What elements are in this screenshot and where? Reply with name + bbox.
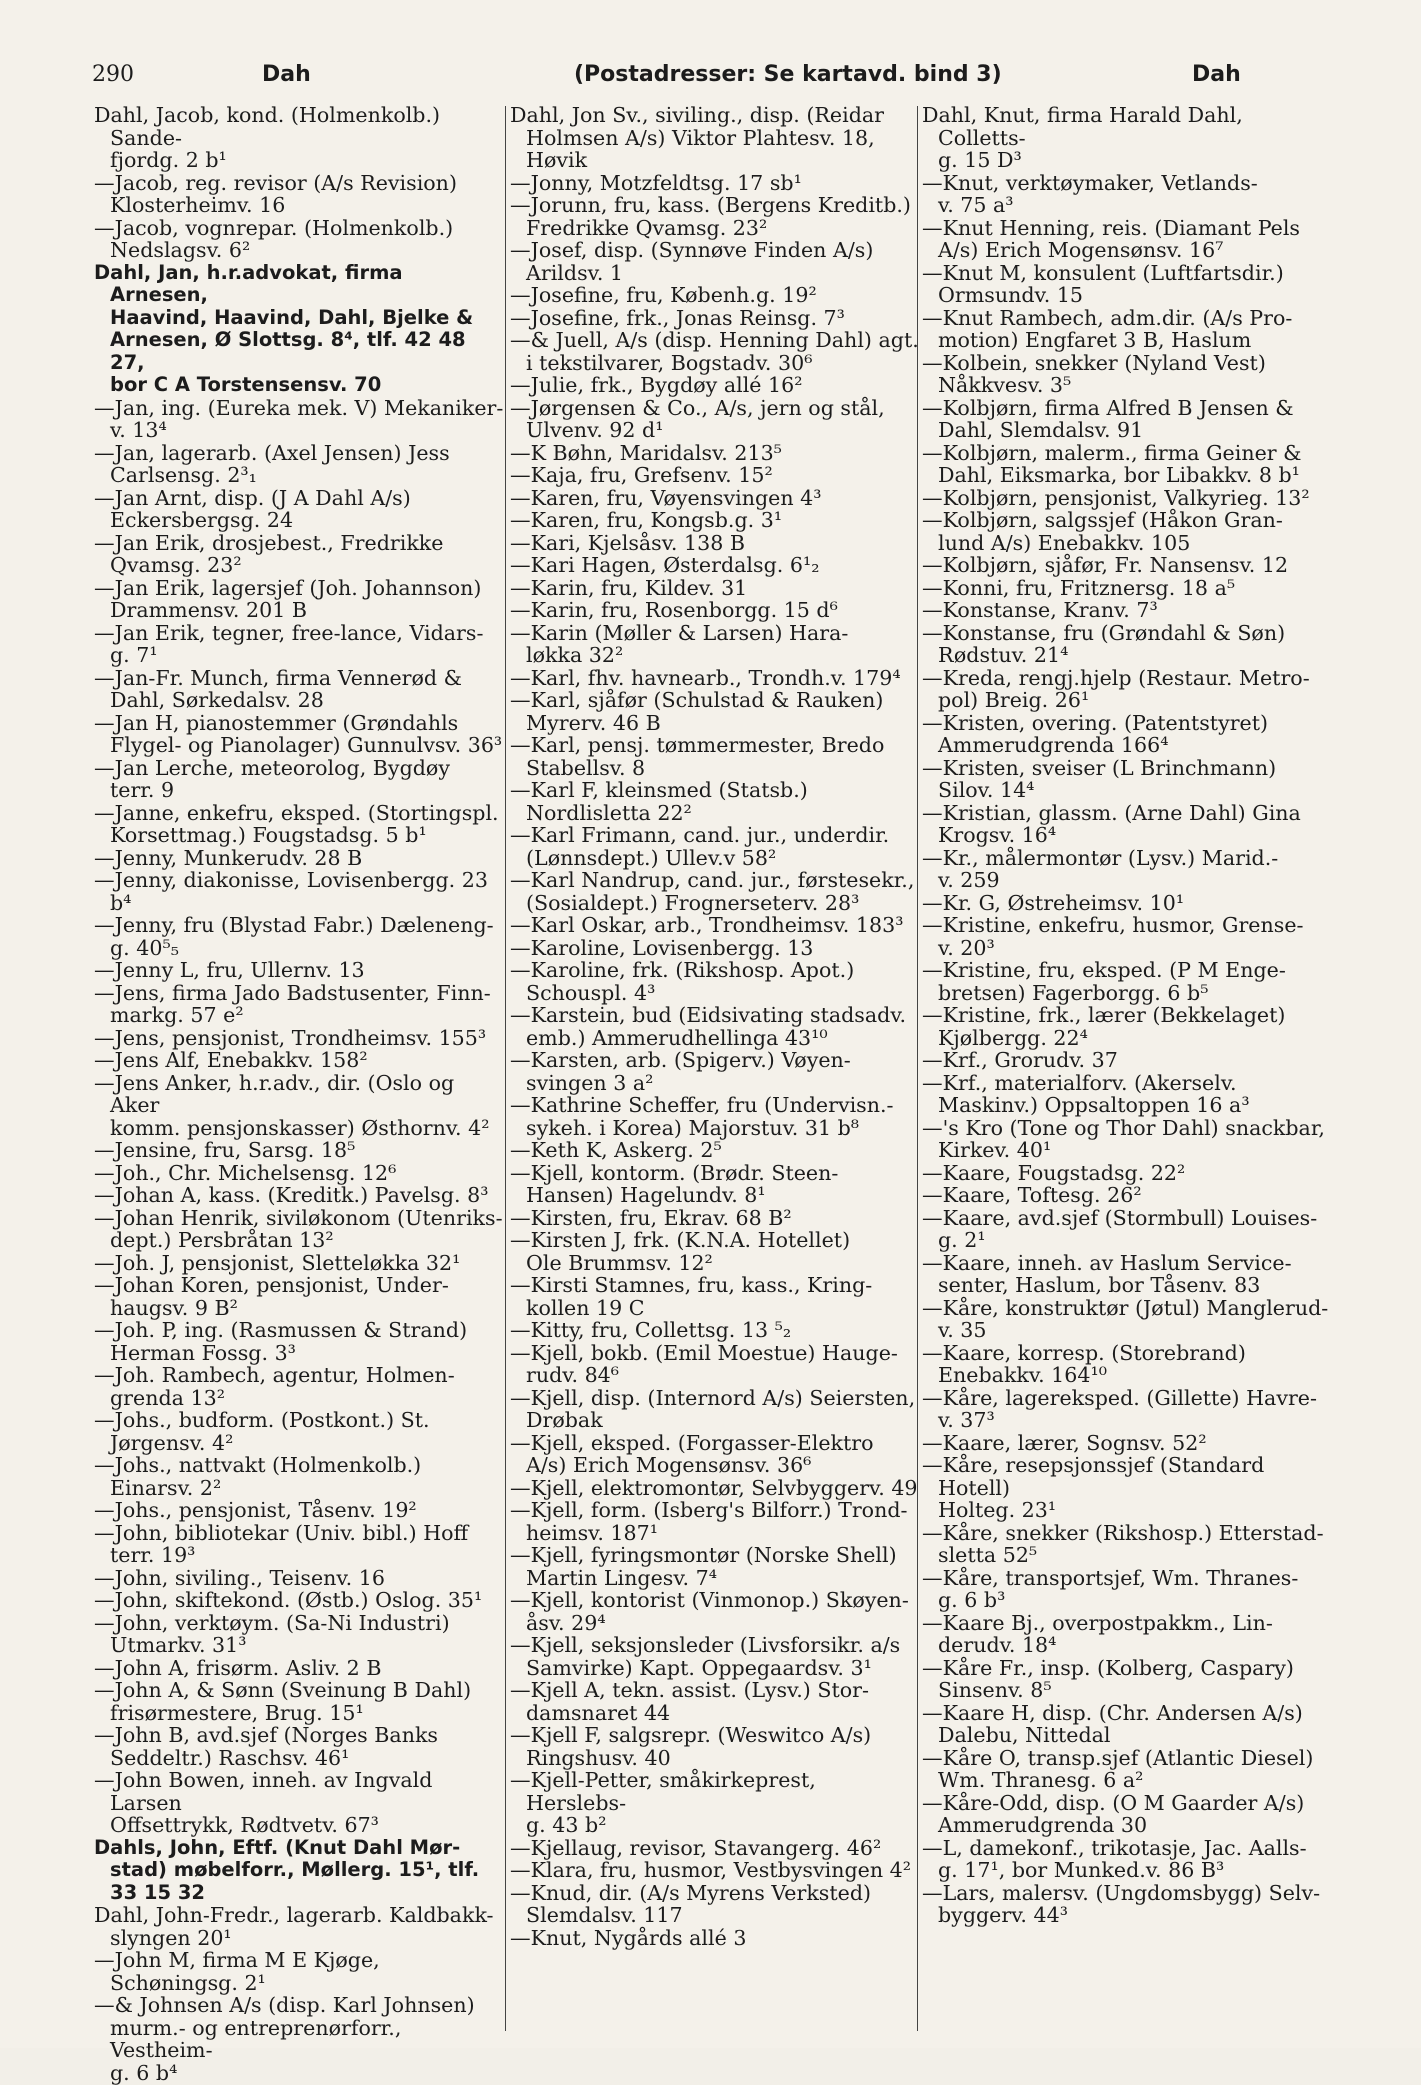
column-3: [922, 104, 1332, 1927]
directory-entry: —Kåre, transportsjef, Wm. Thranes- g. 6 b³: [922, 1565, 1299, 1612]
header-note: (Postadresser: Se kartavd. bind 3): [574, 62, 1002, 87]
directory-entry: —Jacob, vognrepar. (Holmenkolb.) Nedslagsv. 6²: [94, 215, 454, 262]
directory-entry: —Jens, firma Jado Badstusenter, Finn- markg. 57 e²: [94, 980, 491, 1027]
directory-entry: —Kari, Kjelsåsv. 138 B: [510, 530, 746, 555]
directory-entry: —L, damekonf., trikotasje, Jac. Aalls- g. 17¹, bor Munked.v. 86 B³: [922, 1835, 1307, 1882]
directory-entry: Dahl, Jacob, kond. (Holmenkolb.) Sande- fjordg. 2 b¹: [94, 103, 441, 172]
directory-entry: —Kathrine Scheffer, fru (Undervisn.- sykeh. i Korea) Majorstuv. 31 b⁸: [510, 1093, 894, 1140]
directory-entry: —'s Kro (Tone og Thor Dahl) snackbar, Kirkev. 40¹: [922, 1115, 1325, 1162]
directory-entry: —Kjell, eksped. (Forgasser-Elektro A/s) Erich Mogensønsv. 36⁶: [510, 1430, 874, 1477]
directory-entry: —Kåre, snekker (Rikshosp.) Etterstad- sletta 52⁵: [922, 1520, 1324, 1567]
directory-entry: —Jensine, fru, Sarsg. 18⁵: [94, 1138, 356, 1162]
directory-entry: —Kirsten J, frk. (K.N.A. Hotellet) Ole Brummsv. 12²: [510, 1228, 851, 1275]
directory-entry: —Kaare H, disp. (Chr. Andersen A/s) Dalebu, Nittedal: [922, 1700, 1303, 1747]
directory-entry: —Julie, frk., Bygdøy allé 16²: [510, 373, 803, 397]
directory-entry: —Krf., Grorudv. 37: [922, 1048, 1118, 1072]
directory-entry: —Knut Henning, reis. (Diamant Pels A/s) Erich Mogensønsv. 16⁷: [922, 215, 1300, 262]
directory-entry: —John Bowen, inneh. av Ingvald Larsen Offsettrykk, Rødtvetv. 67³: [94, 1768, 433, 1837]
directory-entry: —Jan Lerche, meteorolog, Bygdøy terr. 9: [94, 755, 450, 802]
directory-entry: —Jan Erik, drosjebest., Fredrikke Qvamsg. 23²: [94, 530, 444, 577]
directory-entry: —Johs., nattvakt (Holmenkolb.) Einarsv. 2²: [94, 1453, 422, 1500]
directory-entry: Dahl, Knut, firma Harald Dahl, Colletts- g. 15 D³: [922, 103, 1243, 172]
directory-entry: —Karl, fhv. havnearb., Trondh.v. 179⁴: [510, 665, 901, 690]
directory-entry: —John, verktøym. (Sa-Ni Industri) Utmarkv. 31³: [94, 1610, 450, 1657]
directory-entry: —Jonny, Motzfeldtsg. 17 sb¹: [510, 170, 802, 195]
directory-entry: —John, skiftekond. (Østb.) Oslog. 35¹: [94, 1588, 483, 1612]
directory-entry: —Kreda, rengj.hjelp (Restaur. Metro- pol) Breig. 26¹: [922, 665, 1310, 712]
page-header: [92, 62, 1352, 96]
directory-entry: —Knut, verktøymaker, Vetlands- v. 75 a³: [922, 170, 1258, 217]
directory-entry: —Kirsti Stamnes, fru, kass., Kring- kollen 19 C: [510, 1273, 873, 1320]
directory-entry: —Kåre, resepsjonssjef (Standard Hotell) Holteg. 23¹: [922, 1453, 1265, 1522]
directory-entry: —Kolbjørn, sjåfør, Fr. Nansensv. 12: [922, 553, 1289, 577]
directory-entry: —Joh. P, ing. (Rasmussen & Strand) Herman Fossg. 3³: [94, 1318, 468, 1365]
directory-entry: —Jan, ing. (Eureka mek. V) Mekaniker- v. 13⁴: [94, 395, 504, 442]
directory-entry: —Jenny, diakonisse, Lovisenbergg. 23 b⁴: [94, 868, 488, 915]
directory-entry: —Kolbjørn, pensjonist, Valkyrieg. 13²: [922, 485, 1310, 510]
directory-entry: —Jens, pensjonist, Trondheimsv. 155³: [94, 1025, 487, 1050]
directory-entry: —Kristen, sveiser (L Brinchmann) Silov. 14⁴: [922, 755, 1277, 802]
column-divider: [505, 106, 506, 2031]
directory-entry: —Josefine, fru, Københ.g. 19²: [510, 283, 817, 307]
directory-entry: —Kjell, form. (Isberg's Bilforr.) Trond- heimsv. 187¹: [510, 1498, 908, 1545]
directory-entry: —Kaare, korresp. (Storebrand) Enebakkv. 164¹⁰: [922, 1340, 1246, 1387]
column-2: [510, 104, 920, 1949]
directory-entry: —Johan Koren, pensjonist, Under- haugsv. 9 B²: [94, 1273, 449, 1320]
directory-entry: —Karoline, frk. (Rikshosp. Apot.) Schouspl. 4³: [510, 958, 855, 1005]
directory-entry: —Kjell A, tekn. assist. (Lysv.) Stor- damsnaret 44: [510, 1678, 869, 1725]
directory-entry: —John, bibliotekar (Univ. bibl.) Hoff terr. 19³: [94, 1520, 469, 1567]
directory-entry: —Jenny, fru (Blystad Fabr.) Dæleneng- g. 40⁵₅: [94, 913, 494, 960]
directory-entry: —Karstein, bud (Eidsivating stadsadv. emb.) Ammerudhellinga 43¹⁰: [510, 1003, 907, 1050]
directory-entry: —Joh. J, pensjonist, Sletteløkka 32¹: [94, 1250, 461, 1275]
directory-entry: —Kirsten, fru, Ekrav. 68 B²: [510, 1205, 792, 1230]
directory-entry: —Kolbjørn, firma Alfred B Jensen & Dahl, Slemdalsv. 91: [922, 395, 1294, 442]
directory-entry: —Knut, Nygårds allé 3: [510, 1925, 747, 1950]
directory-entry: —Knut M, konsulent (Luftfartsdir.) Ormsundv. 15: [922, 260, 1284, 307]
directory-entry: —Kolbjørn, salgssjef (Håkon Gran- lund A/s) Enebakkv. 105: [922, 508, 1283, 555]
directory-entry: —Karl Frimann, cand. jur., underdir. (Lønnsdept.) Ullev.v 58²: [510, 823, 890, 870]
directory-entry: —Krf., materialforv. (Akerselv. Maskinv.) Oppsaltoppen 16 a³: [922, 1070, 1250, 1117]
directory-entry: —& Juell, A/s (disp. Henning Dahl) agt. i tekstilvarer, Bogstadv. 30⁶: [510, 328, 919, 375]
directory-entry: Dahl, Jan, h.r.advokat, firma Arnesen, Haavind, Haavind, Dahl, Bjelke & Arnesen, Ø Slottsg. 8⁴, tlf. 42 48 27, bor C A Torstensensv. 70: [94, 260, 474, 396]
directory-entry: —Johs., budform. (Postkont.) St. Jørgensv. 4²: [94, 1408, 430, 1455]
directory-entry: —Kolbein, snekker (Nyland Vest) Nåkkvesv. 3⁵: [922, 350, 1266, 397]
directory-entry: —Karl, sjåfør (Schulstad & Rauken) Myrerv. 46 B: [510, 688, 884, 735]
directory-entry: —Johan A, kass. (Kreditk.) Pavelsg. 8³: [94, 1183, 489, 1207]
directory-entry: —Jan Erik, lagersjef (Joh. Johannson) Drammensv. 201 B: [94, 575, 482, 622]
directory-entry: —Johan Henrik, siviløkonom (Utenriks- dept.) Persbråtan 13²: [94, 1205, 503, 1252]
directory-entry: —Jens Anker, h.r.adv., dir. (Oslo og Aker komm. pensjonskasser) Østhornv. 4²: [94, 1070, 490, 1140]
directory-entry: —Kåre, lagereksped. (Gillette) Havre- v. 37³: [922, 1385, 1317, 1432]
directory-entry: —Kristine, frk., lærer (Bekkelaget) Kjølbergg. 22⁴: [922, 1003, 1286, 1050]
directory-entry: —Kr. G, Østreheimsv. 10¹: [922, 890, 1185, 915]
directory-entry: —Karen, fru, Kongsb.g. 3¹: [510, 508, 783, 532]
directory-entry: —Kjell, fyringsmontør (Norske Shell) Martin Lingesv. 7⁴: [510, 1543, 897, 1590]
directory-entry: —Jan-Fr. Munch, firma Vennerød & Dahl, Sørkedalsv. 28: [94, 665, 462, 712]
directory-entry: —Kristine, enkefru, husmor, Grense- v. 20³: [922, 913, 1304, 960]
directory-entry: —Lars, malersv. (Ungdomsbygg) Selv- byggerv. 44³: [922, 1880, 1321, 1927]
directory-entry: —Kjell, seksjonsleder (Livsforsikr. a/s Samvirke) Kapt. Oppegaardsv. 3¹: [510, 1633, 901, 1680]
directory-entry: —Keth K, Askerg. 2⁵: [510, 1138, 722, 1162]
directory-entry: —Kjell, kontorm. (Brødr. Steen- Hansen) Hagelundv. 8¹: [510, 1160, 839, 1207]
directory-entry: —Kaare, Fougstadsg. 22²: [922, 1160, 1186, 1185]
directory-entry: —Karen, fru, Vøyensvingen 4³: [510, 485, 822, 510]
directory-entry: —Kåre Fr., insp. (Kolberg, Caspary) Sinsenv. 8⁵: [922, 1655, 1294, 1702]
directory-entry: —Kjell, disp. (Internord A/s) Seiersten, Drøbak: [510, 1385, 916, 1432]
directory-entry: —Karl Oskar, arb., Trondheimsv. 183³: [510, 913, 904, 937]
directory-entry: —Janne, enkefru, eksped. (Stortingspl. Korsettmag.) Fougstadsg. 5 b¹: [94, 800, 499, 847]
directory-entry: —John A, & Sønn (Sveinung B Dahl) frisørmestere, Brug. 15¹: [94, 1678, 472, 1725]
directory-entry: Dahl, Jon Sv., siviling., disp. (Reidar Holmsen A/s) Viktor Plahtesv. 18, Høvik: [510, 103, 884, 172]
directory-entry: —Kolbjørn, malerm., firma Geiner & Dahl, Eiksmarka, bor Libakkv. 8 b¹: [922, 440, 1302, 487]
directory-entry: —Kaare Bj., overpostpakkm., Lin- derudv. 18⁴: [922, 1610, 1273, 1657]
directory-entry: —Kaare, inneh. av Haslum Service- senter, Haslum, bor Tåsenv. 83: [922, 1250, 1292, 1297]
right-guide-word: Dah: [1192, 62, 1241, 87]
directory-entry: —Kristen, overing. (Patentstyret) Ammerudgrenda 166⁴: [922, 710, 1269, 757]
directory-entry: —Kaare, avd.sjef (Stormbull) Louises- g. 2¹: [922, 1205, 1318, 1252]
directory-entry: —Kaare, Toftesg. 26²: [922, 1183, 1142, 1207]
directory-entry: —Joh., Chr. Michelsensg. 12⁶: [94, 1160, 397, 1185]
directory-entry: —Jorunn, fru, kass. (Bergens Kreditb.) Fredrikke Qvamsg. 23²: [510, 193, 911, 240]
directory-entry: —John, siviling., Teisenv. 16: [94, 1565, 385, 1590]
directory-entry: —Johs., pensjonist, Tåsenv. 19²: [94, 1498, 417, 1522]
page-number: 290: [92, 62, 134, 87]
directory-entry: —Knud, dir. (A/s Myrens Verksted) Slemdalsv. 117: [510, 1880, 872, 1927]
directory-entry: —Kr., målermontør (Lysv.) Marid.- v. 259: [922, 845, 1279, 892]
directory-entry: —Kåre-Odd, disp. (O M Gaarder A/s) Ammerudgrenda 30: [922, 1790, 1305, 1837]
directory-entry: —Jacob, reg. revisor (A/s Revision) Klosterheimv. 16: [94, 170, 457, 217]
directory-entry: —Karin, fru, Kildev. 31: [510, 575, 748, 600]
directory-entry: —Kjell, kontorist (Vinmonop.) Skøyen- åsv. 29⁴: [510, 1588, 909, 1635]
directory-entry: —& Johnsen A/s (disp. Karl Johnsen) murm.- og entreprenørforr., Vestheim- g. 6 b⁴: [94, 1993, 475, 2085]
directory-entry: —Jenny L, fru, Ullernv. 13: [94, 958, 365, 982]
left-guide-word: Dah: [262, 62, 311, 87]
directory-entry: —Knut Rambech, adm.dir. (A/s Pro- motion) Engfaret 3 B, Haslum: [922, 305, 1293, 352]
directory-entry: —John B, avd.sjef (Norges Banks Seddeltr.) Raschsv. 46¹: [94, 1723, 439, 1770]
directory-entry: —Karl F, kleinsmed (Statsb.) Nordlisletta 22²: [510, 778, 808, 825]
directory-entry: —Jenny, Munkerudv. 28 B: [94, 845, 363, 870]
directory-entry: Dahl, John-Fredr., lagerarb. Kaldbakk- slyngen 20¹: [94, 1903, 494, 1950]
directory-entry: —Karin (Møller & Larsen) Hara- løkka 32²: [510, 620, 849, 667]
directory-entry: —Kåre, konstruktør (Jøtul) Manglerud- v. 35: [922, 1295, 1329, 1342]
directory-entry: —Konstanse, Kranv. 7³: [922, 598, 1158, 622]
directory-entry: —Kristine, fru, eksped. (P M Enge- bretsen) Fagerborgg. 6 b⁵: [922, 958, 1286, 1005]
directory-entry: —Jan, lagerarb. (Axel Jensen) Jess Carlsensg. 2³₁: [94, 440, 450, 487]
directory-entry: —Karl, pensj. tømmermester, Bredo Stabellsv. 8: [510, 733, 885, 780]
directory-entry: Dahls, John, Eftf. (Knut Dahl Mør- stad) møbelforr., Møllerg. 15¹, tlf. 33 15 32: [94, 1835, 480, 1904]
directory-entry: —Karin, fru, Rosenborgg. 15 d⁶: [510, 598, 838, 622]
directory-entry: —Kjell, elektromontør, Selvbyggerv. 49: [510, 1475, 918, 1500]
directory-entry: —Kaare, lærer, Sognsv. 52²: [922, 1430, 1207, 1455]
directory-entry: —Klara, fru, husmor, Vestbysvingen 4²: [510, 1858, 911, 1882]
directory-entry: —Kitty, fru, Collettsg. 13 ⁵₂: [510, 1318, 792, 1342]
directory-entry: —Josef, disp. (Synnøve Finden A/s) Arildsv. 1: [510, 238, 874, 285]
directory-entry: —Konni, fru, Fritznersg. 18 a⁵: [922, 575, 1236, 600]
directory-entry: —John A, frisørm. Asliv. 2 B: [94, 1655, 382, 1680]
directory-entry: —Kjellaug, revisor, Stavangerg. 46²: [510, 1835, 882, 1860]
directory-entry: —Josefine, frk., Jonas Reinsg. 7³: [510, 305, 845, 330]
directory-entry: —Konstanse, fru (Grøndahl & Søn) Rødstuv. 21⁴: [922, 620, 1286, 667]
directory-entry: —Jan Arnt, disp. (J A Dahl A/s) Eckersbergsg. 24: [94, 485, 411, 532]
directory-entry: —Jørgensen & Co., A/s, jern og stål, Ulvenv. 92 d¹: [510, 395, 885, 442]
directory-entry: —K Bøhn, Maridalsv. 213⁵: [510, 440, 782, 465]
column-1: [94, 104, 504, 2084]
directory-entry: —Kåre O, transp.sjef (Atlantic Diesel) Wm. Thranesg. 6 a²: [922, 1745, 1314, 1792]
directory-entry: —Jan H, pianostemmer (Grøndahls Flygel- og Pianolager) Gunnulvsv. 36³: [94, 710, 503, 757]
directory-entry: —Kjell F, salgsrepr. (Weswitco A/s) Ringshusv. 40: [510, 1723, 872, 1770]
directory-entry: —Kjell, bokb. (Emil Moestue) Hauge- rudv. 84⁶: [510, 1340, 898, 1387]
directory-entry: —Jan Erik, tegner, free-lance, Vidars- g. 7¹: [94, 620, 484, 667]
directory-entry: —Jens Alf, Enebakkv. 158²: [94, 1048, 368, 1072]
directory-entry: —Joh. Rambech, agentur, Holmen- grenda 13²: [94, 1363, 455, 1410]
directory-entry: —John M, firma M E Kjøge, Schøningsg. 2¹: [94, 1948, 380, 1995]
directory-entry: —Karsten, arb. (Spigerv.) Vøyen- svingen 3 a²: [510, 1048, 851, 1095]
directory-entry: —Kaja, fru, Grefsenv. 15²: [510, 463, 773, 487]
directory-entry: —Kristian, glassm. (Arne Dahl) Gina Krogsv. 16⁴: [922, 800, 1301, 847]
directory-entry: —Kari Hagen, Østerdalsg. 6¹₂: [510, 553, 820, 577]
directory-entry: —Karoline, Lovisenbergg. 13: [510, 935, 814, 960]
directory-entry: —Kjell-Petter, småkirkeprest, Herslebs- g. 43 b²: [510, 1768, 816, 1837]
directory-entry: —Karl Nandrup, cand. jur., førstesekr., (Sosialdept.) Frognerseterv. 28³: [510, 868, 915, 915]
